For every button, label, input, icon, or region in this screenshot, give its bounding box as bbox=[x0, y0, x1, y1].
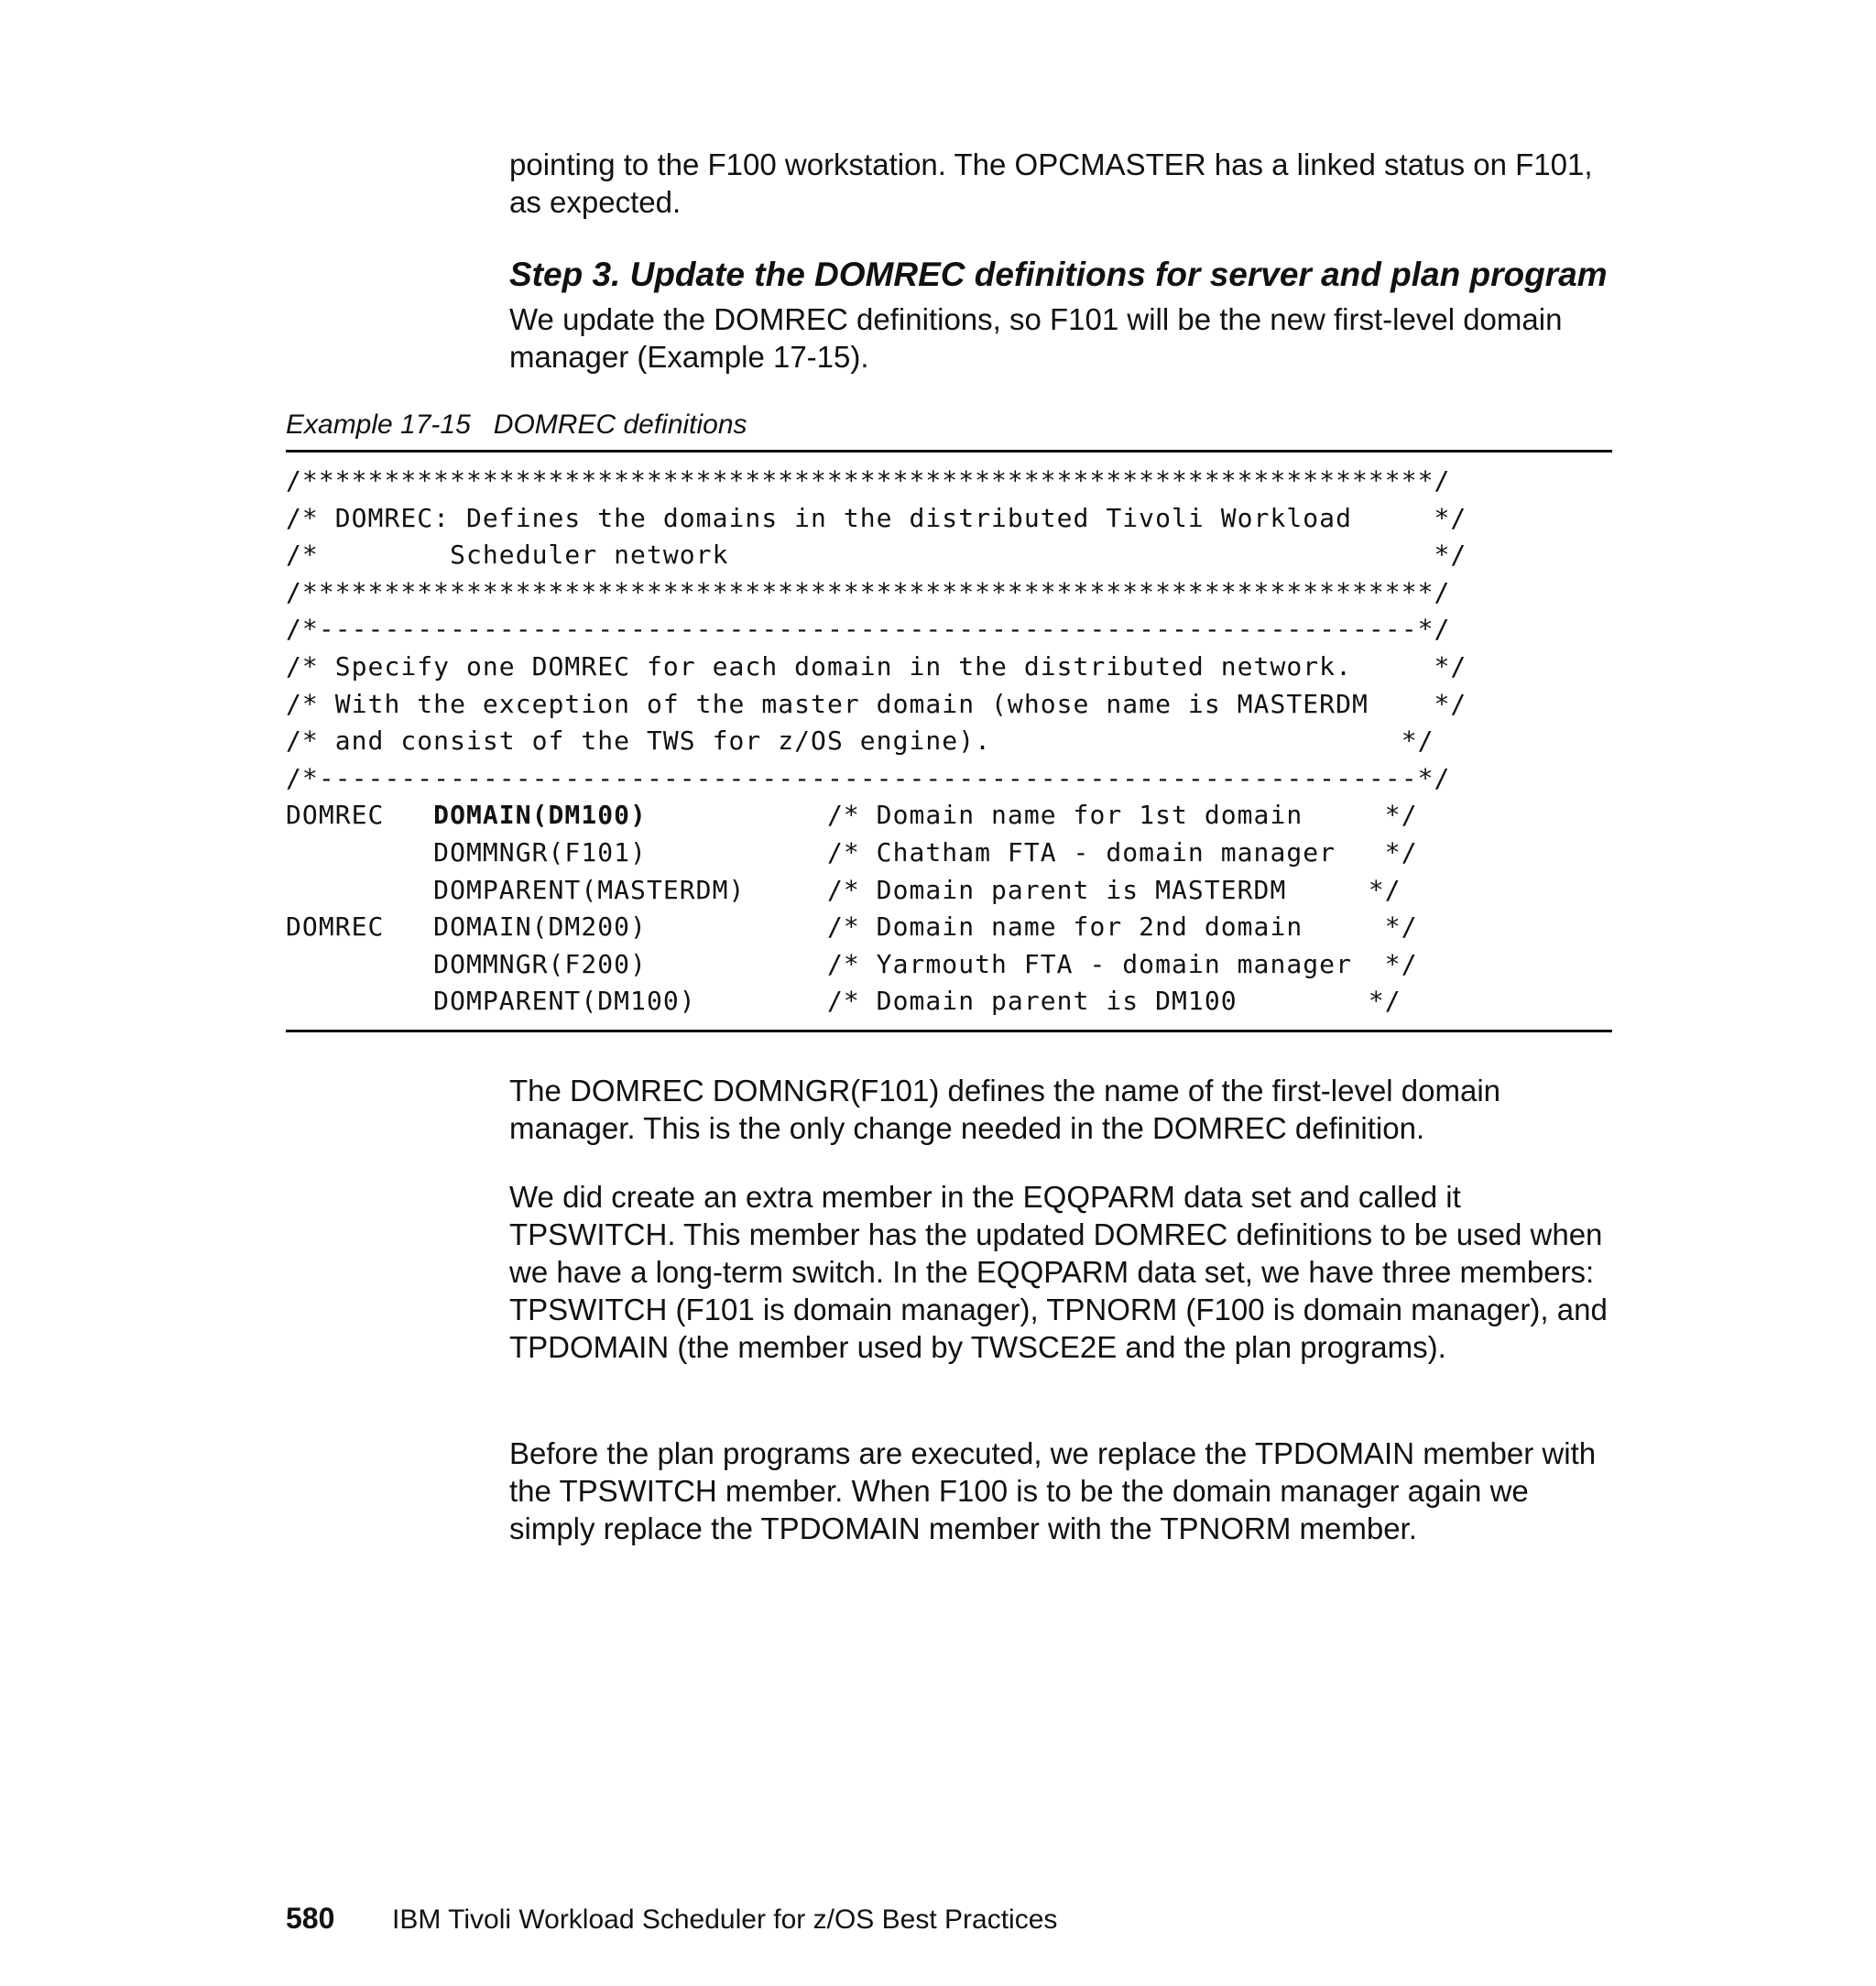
code-line: /* Specify one DOMREC for each domain in the distributed network. */ bbox=[286, 650, 1467, 682]
code-line: /*********************************************************************/ bbox=[286, 465, 1451, 496]
code-line: /* Scheduler network */ bbox=[286, 540, 1467, 571]
code-line: /* With the exception of the master domain (whose name is MASTERDM */ bbox=[286, 688, 1467, 719]
code-line: DOMREC DOMAIN(DM200) /* Domain name for 2nd domain */ bbox=[286, 911, 1418, 943]
page-number: 580 bbox=[286, 1902, 335, 1935]
body-paragraph: The DOMREC DOMNGR(F101) defines the name of the first-level domain manager. This is the only change needed in the DOMREC definition. bbox=[509, 1074, 1501, 1145]
example-caption: Example 17-15 DOMREC definitions bbox=[286, 409, 747, 440]
code-line-rest: /* Domain name for 1st domain */ bbox=[646, 800, 1418, 831]
code-listing bbox=[286, 463, 1467, 1020]
code-line: DOMMNGR(F200) /* Yarmouth FTA - domain manager */ bbox=[286, 948, 1418, 979]
code-line: /*********************************************************************/ bbox=[286, 576, 1451, 607]
step-heading: Step 3. Update the DOMREC definitions for server and plan program bbox=[509, 256, 1608, 293]
code-line: DOMPARENT(DM100) /* Domain parent is DM100 */ bbox=[286, 986, 1402, 1017]
code-highlight: DOMAIN(DM100) bbox=[433, 800, 647, 831]
code-line: /* DOMREC: Defines the domains in the distributed Tivoli Workload */ bbox=[286, 502, 1467, 533]
code-line: /*-------------------------------------------------------------------*/ bbox=[286, 614, 1451, 645]
code-line: DOMPARENT(MASTERDM) /* Domain parent is MASTERDM */ bbox=[286, 874, 1402, 905]
body-paragraph: Before the plan programs are executed, we replace the TPDOMAIN member with the TPSWITCH member. When F100 is to be the domain manager again we simply replace the TPDOMAIN member with the TPNORM member. bbox=[509, 1436, 1597, 1545]
body-paragraph: We did create an extra member in the EQQPARM data set and called it TPSWITCH. This member has the updated DOMREC definitions to be used when we have a long-term switch. In the EQQPARM data set, we have three members: TPSWITCH (F101 is domain manager), TPNORM (F100 is domain manager), and TPDOMAIN (the member used by TWSCE2E and the plan programs). bbox=[509, 1180, 1608, 1364]
step-paragraph: We update the DOMREC definitions, so F101 will be the new first-level domain manager (Example 17-15). bbox=[509, 302, 1563, 374]
intro-paragraph: pointing to the F100 workstation. The OPCMASTER has a linked status on F101, as expected. bbox=[509, 147, 1593, 219]
code-line: /*-------------------------------------------------------------------*/ bbox=[286, 762, 1451, 793]
book-title: IBM Tivoli Workload Scheduler for z/OS Best Practices bbox=[392, 1904, 1058, 1935]
code-keyword: DOMREC bbox=[286, 800, 434, 831]
code-line: DOMMNGR(F101) /* Chatham FTA - domain manager */ bbox=[286, 836, 1418, 868]
code-bottom-rule bbox=[286, 1030, 1612, 1032]
code-top-rule bbox=[286, 450, 1612, 453]
code-line: /* and consist of the TWS for z/OS engine). */ bbox=[286, 726, 1434, 757]
